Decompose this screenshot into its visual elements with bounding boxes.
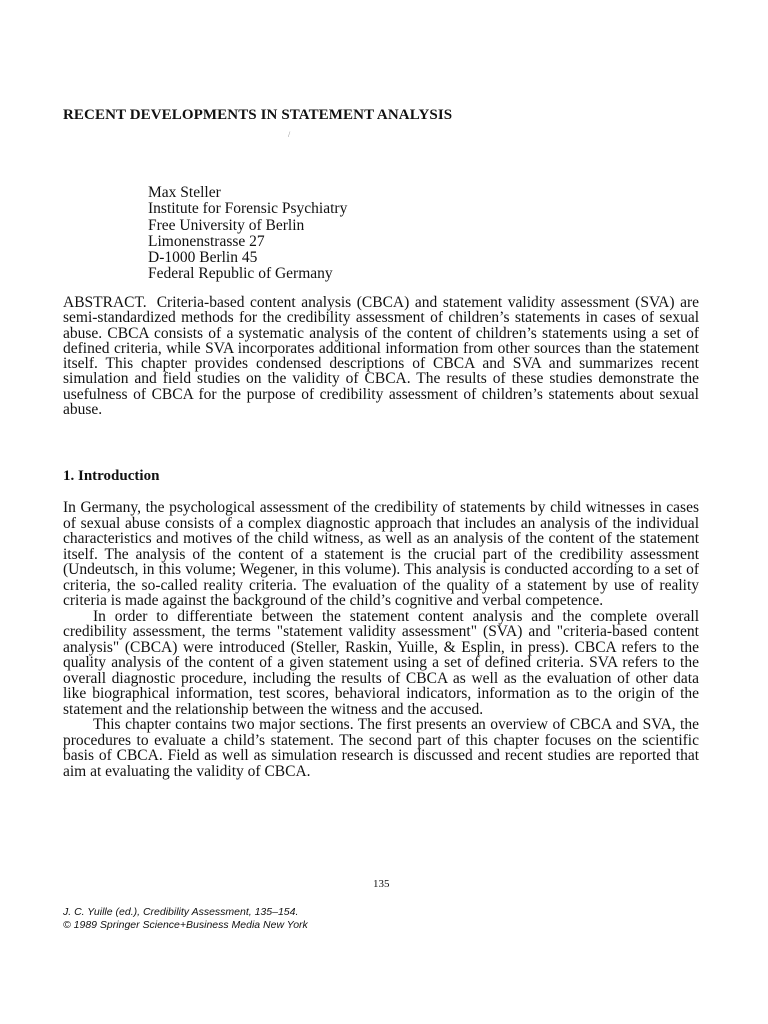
author-university: Free University of Berlin	[148, 216, 305, 234]
author-name: Max Steller	[148, 184, 221, 201]
author-street: Limonenstrasse 27	[148, 232, 265, 250]
paragraph: This chapter contains two major sections. The first presents an overview of CBCA and SVA, the procedures to evaluate a child’s statement. The second part of this chapter focuses on the scientific basis of CBCA. Field as well as simulation research is discussed and recent studies are reported that aim at evaluating the validity of CBCA.	[63, 716, 699, 780]
section-body	[63, 500, 699, 779]
author-institute: Institute for Forensic Psychiatry	[148, 200, 348, 218]
abstract-text: Criteria-based content analysis (CBCA) and statement validity assessment (SVA) are semi-standardized methods for the credibility assessment of children’s statements in cases of sexual abuse. CBCA consists of a systematic analysis of the content of children’s statements using a set of defined criteria, while SVA incorporates additional information from other sources than the statement itself. This chapter provides condensed descriptions of CBCA and SVA and summarizes recent simulation and field studies on the validity of CBCA. The results of these studies demonstrate the usefulness of CBCA for the purpose of credibility assessment of children’s statements about sexual abuse.	[63, 294, 699, 419]
paragraph: In Germany, the psychological assessment of the credibility of statements by child witnesses in cases of sexual abuse consists of a complex diagnostic approach that includes an analysis of the individual characteristics and motives of the child witness, as well as an analysis of the content of the statement itself. The analysis of the content of a statement is the crucial part of the credibility assessment (Undeutsch, in this volume; Wegener, in this volume). This analysis is conducted according to a set of criteria, the so-called reality criteria. The evaluation of the quality of a statement by use of reality criteria is made against the background of the child’s cognitive and verbal competence.	[63, 499, 699, 609]
paragraph: In order to differentiate between the statement content analysis and the complete overall credibility assessment, the terms "statement validity assessment" (SVA) and "criteria-based content analysis" (CBCA) were introduced (Steller, Raskin, Yuille, & Esplin, in press). CBCA refers to the quality analysis of the content of a given statement using a set of defined criteria. SVA refers to the overall diagnostic procedure, including the results of CBCA as well as the evaluation of other data like biographical information, test scores, behavioral indicators, information as to the origin of the statement and the relationship between the witness and the accused.	[63, 607, 699, 718]
page-number: 135	[373, 878, 390, 890]
citation-line: J. C. Yuille (ed.), Credibility Assessment, 135–154.	[63, 906, 299, 918]
section-heading: 1. Introduction	[63, 468, 160, 484]
page-footer	[63, 906, 308, 932]
copyright-line: © 1989 Springer Science+Business Media New York	[63, 919, 308, 931]
scan-mark: /	[288, 130, 291, 139]
author-city: D-1000 Berlin 45	[148, 249, 258, 267]
author-country: Federal Republic of Germany	[148, 265, 333, 283]
abstract	[63, 295, 699, 417]
paper-title: RECENT DEVELOPMENTS IN STATEMENT ANALYSIS	[63, 107, 453, 123]
author-block	[148, 185, 347, 283]
abstract-label: ABSTRACT.	[63, 294, 147, 311]
